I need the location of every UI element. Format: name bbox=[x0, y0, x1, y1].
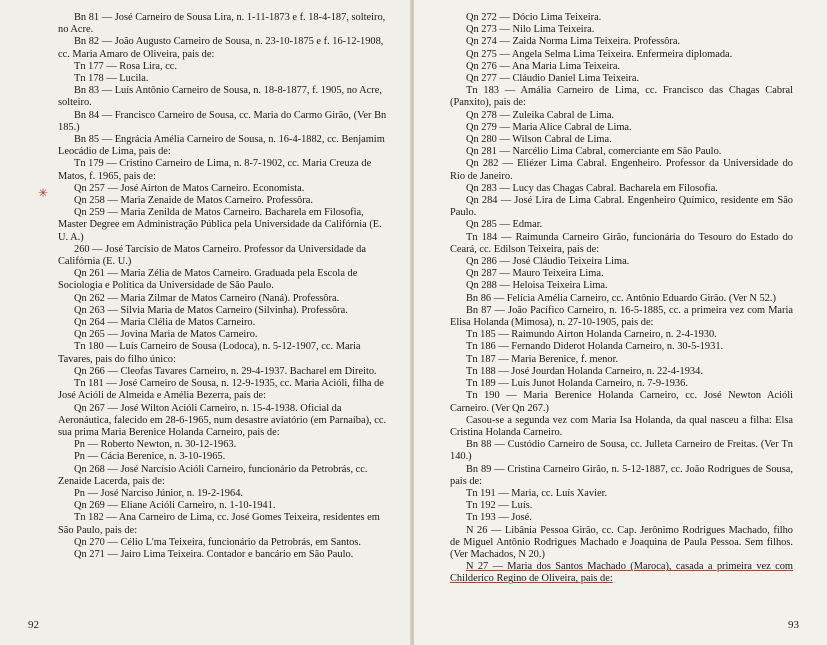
genealogy-entry: Tn 191 — Maria, cc. Luís Xavier. bbox=[466, 487, 608, 499]
genealogy-entry: Pn — José Narciso Júnior, n. 19-2-1964. bbox=[74, 487, 243, 499]
genealogy-entry: N 26 — Libânia Pessoa Girão, cc. Cap. Jerônimo Rodrigues Machado, filho de Miguel Antônio Rodrigues Machado e Joaquina de Paula Pessoa. Sem filhos. (Ver Machados, N 20.) bbox=[450, 524, 793, 560]
genealogy-entry: Tn 190 — Maria Berenice Holanda Carneiro, cc. José Newton Acióli Carneiro. (Ver Qn 267.) bbox=[450, 390, 793, 414]
genealogy-entry: Qn 285 — Edmar. bbox=[466, 219, 543, 231]
genealogy-entry: Tn 181 — José Carneiro de Sousa, n. 12-9-1935, cc. Maria Acióli, filha de José Acióli de Almeida e Amélia Bezerra, pais de: bbox=[58, 378, 384, 402]
genealogy-entry: Tn 183 — Amália Carneiro de Lima, cc. Francisco das Chagas Cabral (Panxito), pais de: bbox=[450, 85, 793, 109]
genealogy-entry: Qn 281 — Narcélio Lima Cabral, comerciante em São Paulo. bbox=[466, 146, 722, 158]
genealogy-entry: Qn 284 — José Lira de Lima Cabral. Engenheiro Químico, residente em São Paulo. bbox=[450, 195, 793, 219]
genealogy-entry: Tn 189 — Luís Junot Holanda Carneiro, n. 7-9-1936. bbox=[466, 378, 688, 390]
genealogy-entry: Qn 262 — Maria Zilmar de Matos Carneiro (Naná). Professôra. bbox=[74, 292, 340, 304]
left-page-entries bbox=[58, 12, 392, 561]
genealogy-entry: Bn 84 — Francisco Carneiro de Sousa, cc. Maria do Carmo Girão, (Ver Bn 185.) bbox=[58, 109, 387, 133]
genealogy-entry: Bn 86 — Felícia Amélia Carneiro, cc. Antônio Eduardo Girão. (Ver N 52.) bbox=[466, 292, 776, 304]
genealogy-entry: Pn — Cácia Berenice, n. 3-10-1965. bbox=[74, 451, 226, 463]
left-page bbox=[0, 0, 412, 645]
genealogy-entry: Qn 264 — Maria Clélia de Matos Carneiro. bbox=[74, 317, 256, 329]
genealogy-entry: Qn 269 — Eliane Acióli Carneiro, n. 1-10-1941. bbox=[74, 500, 276, 512]
genealogy-entry: Qn 287 — Mauro Teixeira Lima. bbox=[466, 268, 604, 280]
genealogy-entry: Tn 188 — José Jourdan Holanda Carneiro, n. 22-4-1934. bbox=[466, 365, 703, 377]
right-page bbox=[414, 0, 827, 645]
genealogy-entry: Tn 179 — Cristino Carneiro de Lima, n. 8-7-1902, cc. Maria Creuza de Matos, f. 1965, pais de: bbox=[58, 158, 372, 182]
page-number-left: 92 bbox=[28, 619, 39, 631]
genealogy-entry: Qn 275 — Angela Selma Lima Teixeira. Enfermeira diplomada. bbox=[466, 48, 733, 60]
genealogy-entry: Bn 88 — Custódio Carneiro de Sousa, cc. Julleta Carneiro de Freitas. (Ver Tn 140.) bbox=[450, 439, 793, 463]
red-pen-mark: ✳ bbox=[38, 186, 49, 200]
genealogy-entry: Qn 282 — Eliézer Lima Cabral. Engenheiro. Professor da Universidade do Rio de Janeiro. bbox=[450, 158, 793, 182]
genealogy-entry: Qn 273 — Nilo Lima Teixeira. bbox=[466, 24, 595, 36]
genealogy-entry: Qn 268 — José Narcísio Acióli Carneiro, funcionário da Petrobrás, cc. Zenaide Lacerda, pais de: bbox=[58, 463, 368, 487]
genealogy-entry: Qn 266 — Cleofas Tavares Carneiro, n. 29-4-1937. Bacharel em Direito. bbox=[74, 365, 377, 377]
genealogy-entry: Qn 270 — Célio L'ma Teixeira, funcionário da Petrobrás, em Santos. bbox=[74, 536, 361, 548]
genealogy-entry: N 27 — Maria dos Santos Machado (Maroca), casada a primeira vez com Childerico Regino de Oliveira, pais de: bbox=[450, 561, 793, 585]
genealogy-entry: Bn 81 — José Carneiro de Sousa Lira, n. 1-11-1873 e f. 18-4-187, solteiro, no Acre. bbox=[58, 12, 386, 36]
genealogy-entry: Bn 87 — João Pacífico Carneiro, n. 16-5-1885, cc. a primeira vez com Maria Elisa Holanda (Mimosa), n. 27-10-1905, pais de: bbox=[450, 304, 793, 329]
genealogy-entry: Tn 186 — Fernando Diderot Holanda Carneiro, n. 30-5-1931. bbox=[466, 341, 724, 353]
genealogy-entry: Qn 283 — Lucy das Chagas Cabral. Bacharela em Filosofia. bbox=[466, 182, 718, 194]
page-number-right: 93 bbox=[788, 619, 799, 631]
genealogy-entry: Qn 277 — Cláudio Daniel Lima Teixeira. bbox=[466, 73, 640, 85]
genealogy-entry: Qn 261 — Maria Zélia de Matos Carneiro. Graduada pela Escola de Sociologia e Política da Universidade de São Paulo. bbox=[58, 268, 358, 292]
genealogy-entry: Qn 271 — Jairo Lima Teixeira. Contador e bancário em São Paulo. bbox=[74, 548, 354, 560]
genealogy-entry: Qn 288 — Heloisa Teixeira Lima. bbox=[466, 280, 608, 292]
genealogy-entry: Tn 184 — Raimunda Carneiro Girão, funcionária do Tesouro do Estado do Ceará, cc. Edilson Teixeira, pais de: bbox=[450, 231, 793, 255]
genealogy-entry: Pn — Roberto Newton, n. 30-12-1963. bbox=[74, 439, 237, 451]
genealogy-entry: Qn 265 — Jovina Maria de Matos Carneiro. bbox=[74, 329, 258, 341]
genealogy-entry: Qn 280 — Wilson Cabral de Lima. bbox=[466, 134, 612, 146]
genealogy-entry: Tn 185 — Raimundo Airton Holanda Carneiro, n. 2-4-1930. bbox=[466, 329, 717, 341]
genealogy-entry: Bn 83 — Luís Antônio Carneiro de Sousa, n. 18-8-1877, f. 1905, no Acre, solteiro. bbox=[58, 85, 382, 109]
genealogy-entry: Tn 192 — Luís. bbox=[466, 500, 533, 512]
genealogy-entry: Qn 263 — Silvia Maria de Matos Carneiro (Silvinha). Professôra. bbox=[74, 304, 348, 316]
genealogy-entry: Qn 286 — José Cláudio Teixeira Lima. bbox=[466, 256, 630, 268]
genealogy-entry: Qn 267 — José Wilton Acióli Carneiro, n. 15-4-1938. Oficial da Aeronáutica, falecido em 28-6-1965, num desastre aviatório (em Parnaíba), cc. sua prima Maria Berenice Holanda Carneiro, pais de: bbox=[58, 402, 387, 438]
genealogy-entry: Qn 258 — Maria Zenaide de Matos Carneiro. Professôra. bbox=[74, 195, 313, 207]
genealogy-entry: Tn 178 — Lucila. bbox=[74, 73, 149, 85]
genealogy-entry: Qn 274 — Zaida Norma Lima Teixeira. Professôra. bbox=[466, 36, 681, 48]
genealogy-entry: Tn 182 — Ana Carneiro de Lima, cc. José Gomes Teixeira, residentes em São Paulo, pais de: bbox=[58, 512, 380, 536]
genealogy-entry: Qn 257 — José Airton de Matos Carneiro. Economista. bbox=[74, 182, 305, 194]
genealogy-entry: Bn 89 — Cristina Carneiro Girão, n. 5-12-1887, cc. João Rodrigues de Sousa, pais de: bbox=[450, 463, 793, 487]
genealogy-entry: Qn 276 — Ana Maria Lima Teixeira. bbox=[466, 60, 621, 72]
genealogy-entry: Qn 259 — Maria Zenilda de Matos Carneiro. Bacharela em Filosofia, Master Degree em Administração Pública pela Universidade da Califórnia (E. U. A.) bbox=[58, 207, 382, 243]
genealogy-entry: Bn 82 — João Augusto Carneiro de Sousa, n. 23-10-1875 e f. 16-12-1908, cc. Maria Amaro de Oliveira, pais de: bbox=[58, 36, 384, 60]
genealogy-entry: Tn 177 — Rosa Lira, cc. bbox=[74, 60, 178, 72]
genealogy-entry: 260 — José Tarcísio de Matos Carneiro. Professor da Universidade da Califórnia (E. U.) bbox=[58, 243, 366, 268]
genealogy-entry: Casou-se a segunda vez com Maria Isa Holanda, da qual nasceu a filha: Elsa Cristina Holanda Carneiro. bbox=[450, 414, 793, 438]
genealogy-entry: Bn 85 — Engrácia Amélia Carneiro de Sousa, n. 16-4-1882, cc. Benjamim Leocádio de Lima, pais de: bbox=[58, 134, 385, 158]
genealogy-entry: Tn 187 — Maria Berenice, f. menor. bbox=[466, 353, 619, 365]
genealogy-entry: Tn 193 — José. bbox=[466, 512, 532, 524]
genealogy-entry: Qn 278 — Zuleika Cabral de Lima. bbox=[466, 109, 615, 121]
genealogy-entry: Tn 180 — Luís Carneiro de Sousa (Lodoca), n. 5-12-1907, cc. Maria Tavares, pais do filho único: bbox=[58, 341, 361, 365]
genealogy-entry: Qn 272 — Dócio Lima Teixeira. bbox=[466, 12, 602, 23]
right-page-entries bbox=[450, 12, 793, 586]
genealogy-entry: Qn 279 — Maria Alice Cabral de Lima. bbox=[466, 121, 632, 133]
